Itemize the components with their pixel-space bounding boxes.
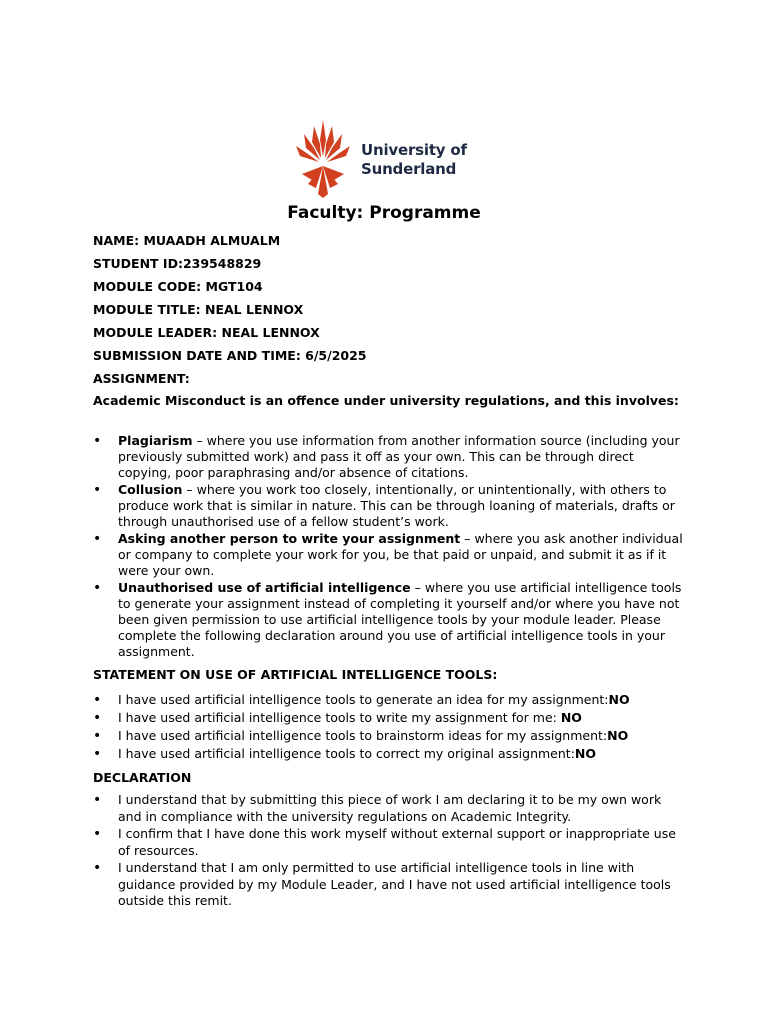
misconduct-term: Unauthorised use of artificial intelligence — [118, 580, 411, 595]
list-item: • I understand that by submitting this piece of work I am declaring it to be my own work and in compliance with the university regulations on Academic Integrity. — [93, 792, 683, 825]
name-field: NAME: MUAADH ALMUALM — [93, 233, 281, 248]
page-title: Faculty: Programme — [287, 203, 481, 223]
misconduct-text: – where you use information from another information source (including your previously submitted work) and pass it off as your own. This can be through direct copying, poor paraphrasing and/or absence of citations. — [118, 433, 680, 480]
student-id-field: STUDENT ID:239548829 — [93, 256, 262, 271]
misconduct-intro: Academic Misconduct is an offence under university regulations, and this involves: — [93, 393, 679, 408]
misconduct-term: Collusion — [118, 482, 183, 497]
module-title-field: MODULE TITLE: NEAL LENNOX — [93, 302, 304, 317]
statement-text: I have used artificial intelligence tools to correct my original assignment: — [118, 746, 575, 761]
declaration-list — [93, 792, 683, 910]
list-item — [93, 691, 683, 709]
list-item — [93, 531, 683, 579]
module-code-field: MODULE CODE: MGT104 — [93, 279, 263, 294]
misconduct-term: Plagiarism — [118, 433, 193, 448]
module-leader-field: MODULE LEADER: NEAL LENNOX — [93, 325, 320, 340]
declaration-heading: DECLARATION — [93, 770, 192, 785]
university-wordmark — [361, 141, 467, 179]
list-item — [93, 580, 683, 660]
university-logo — [292, 118, 482, 200]
assignment-field: ASSIGNMENT: — [93, 371, 190, 386]
misconduct-list — [93, 433, 683, 660]
ai-statement-heading: STATEMENT ON USE OF ARTIFICIAL INTELLIGENCE TOOLS: — [93, 667, 498, 682]
misconduct-term: Asking another person to write your assignment — [118, 531, 461, 546]
wordmark-line1: University of — [361, 141, 467, 159]
submission-field: SUBMISSION DATE AND TIME: 6/5/2025 — [93, 348, 367, 363]
misconduct-text: – where you ask another individual or company to complete your work for you, be that paid or unpaid, and submit it as if it were your own. — [118, 531, 683, 578]
statement-answer: NO — [607, 728, 629, 743]
list-item — [93, 433, 683, 481]
statement-answer: NO — [574, 746, 596, 761]
wordmark-line2: Sunderland — [361, 160, 457, 178]
statement-answer: NO — [608, 692, 630, 707]
list-item: • I understand that I am only permitted to use artificial intelligence tools in line with guidance provided by my Module Leader, and I have not used artificial intelligence tools outside this remit. — [93, 860, 683, 910]
list-item — [93, 709, 683, 727]
ai-statement-list — [93, 691, 683, 763]
sunderland-crest-icon — [292, 118, 354, 200]
misconduct-text: – where you work too closely, intentionally, or unintentionally, with others to produce work that is similar in nature. This can be through loaning of materials, drafts or through unauthorised use of a fellow student’s work. — [118, 482, 675, 529]
statement-text: I have used artificial intelligence tools to generate an idea for my assignment: — [118, 692, 609, 707]
list-item: • I confirm that I have done this work myself without external support or inappropriate use of resources. — [93, 826, 683, 859]
list-item — [93, 745, 683, 763]
list-item — [93, 482, 683, 530]
list-item — [93, 727, 683, 745]
misconduct-text: – where you use artificial intelligence tools to generate your assignment instead of completing it yourself and/or where you have not been given permission to use artificial intelligence tools by your module leader. Please complete the following declaration around you use of artificial intelligence tools in your assignment. — [118, 580, 682, 659]
statement-answer: NO — [560, 710, 582, 725]
statement-text: I have used artificial intelligence tools to brainstorm ideas for my assignment: — [118, 728, 608, 743]
statement-text: I have used artificial intelligence tools to write my assignment for me: — [118, 710, 561, 725]
